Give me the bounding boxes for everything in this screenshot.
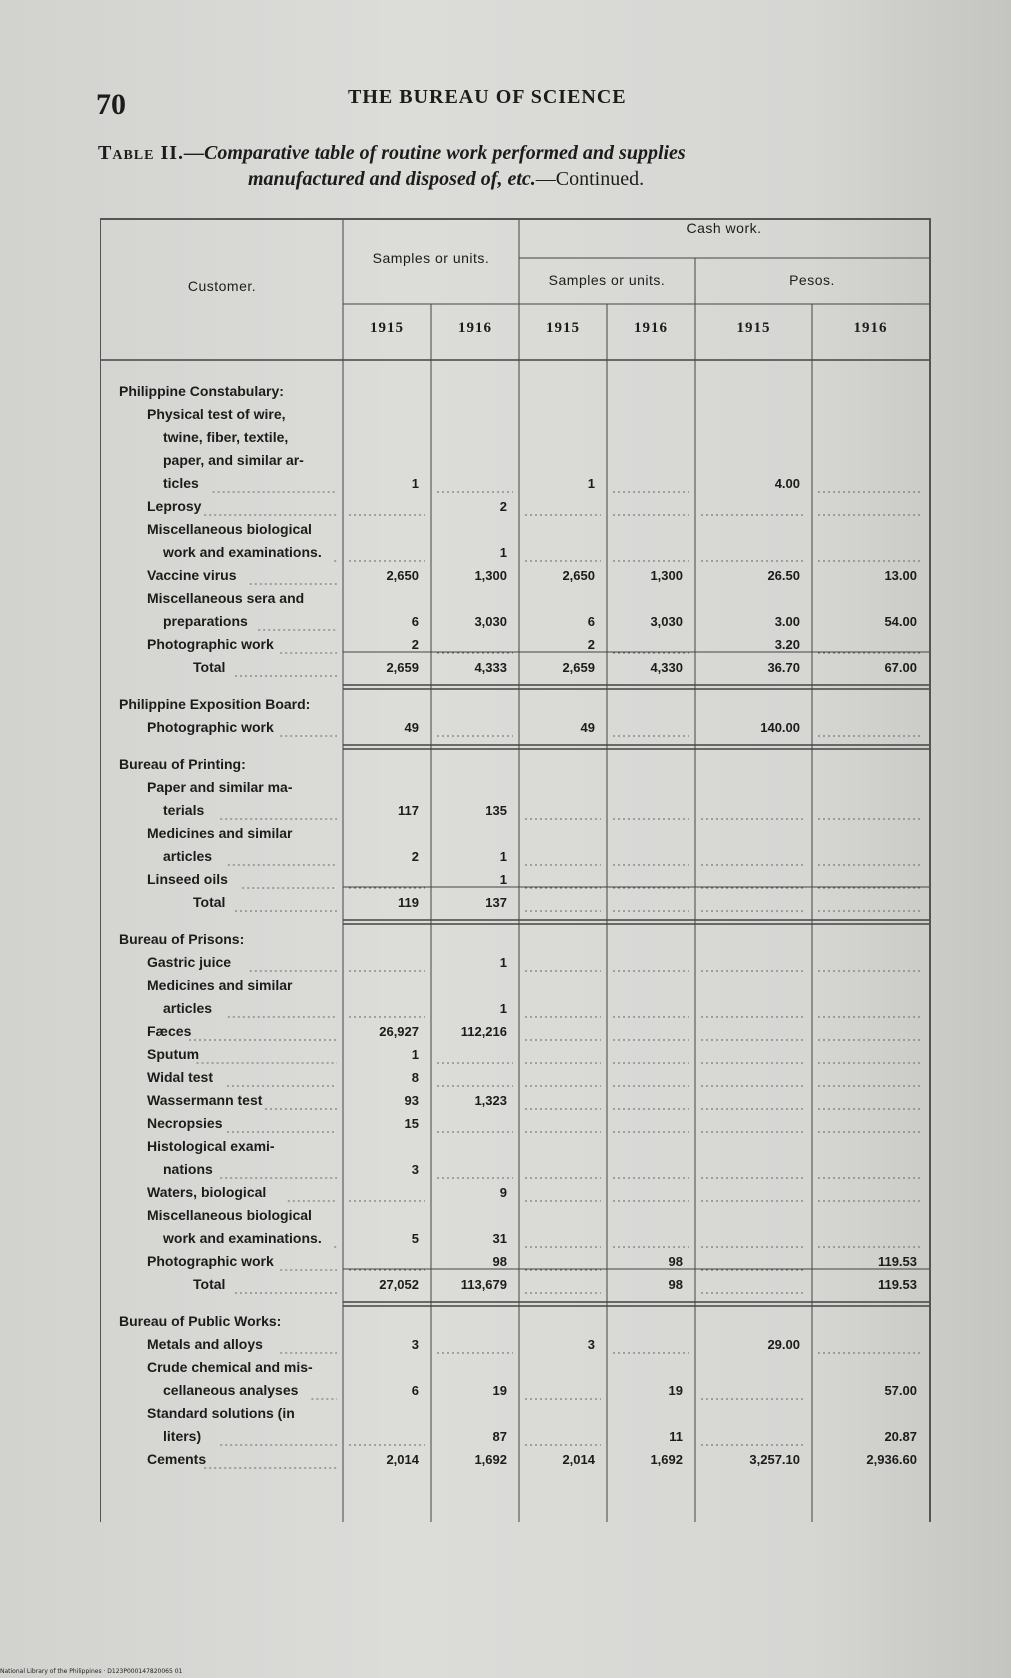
value-cell: 8 [411,1070,419,1085]
header-samples-units: Samples or units. [372,250,490,266]
value-cell: 26,927 [379,1024,419,1039]
value-cell: 36.70 [767,660,800,675]
item-label: articles [163,848,213,864]
item-label: liters) [163,1428,202,1444]
header-year-1916-pesos: 1916 [853,320,888,336]
caption-title-line-1: —Comparative table of routine work performed and supplies [184,142,686,164]
item-label: Linseed oils [147,871,228,887]
value-cell: 1,692 [474,1452,507,1467]
item-label: Photographic work [147,1253,274,1269]
header-year-1915-samples: 1915 [370,320,404,336]
total-label: Total [193,1276,226,1292]
value-cell: 1 [499,545,507,560]
value-cell: 49 [580,720,595,735]
running-head: THE BUREAU OF SCIENCE [348,86,627,108]
item-label: Miscellaneous biological [147,521,312,537]
value-cell: 1 [499,1001,507,1016]
header-customer: Customer. [187,278,257,294]
value-cell: 3.20 [774,637,800,652]
item-label: Physical test of wire, [147,406,286,422]
item-label: terials [163,802,205,818]
value-cell: 93 [404,1093,419,1108]
header-year-1916-cash-samples: 1916 [634,320,668,336]
value-cell: 9 [499,1185,507,1200]
value-cell: 57.00 [884,1383,917,1398]
item-label: Crude chemical and mis- [147,1359,313,1375]
item-label: Standard solutions (in [147,1405,295,1421]
value-cell: 19 [668,1383,683,1398]
item-label: Medicines and similar [147,825,293,841]
value-cell: 135 [485,803,507,818]
data-table [100,218,931,1522]
value-cell: 54.00 [884,614,917,629]
item-label: Necropsies [147,1115,223,1131]
value-cell: 2,659 [386,660,419,675]
value-cell: 11 [669,1429,683,1444]
section-label: Bureau of Public Works: [119,1313,282,1329]
value-cell: 31 [492,1231,507,1246]
item-label: Medicines and similar [147,977,293,993]
item-label: ticles [163,475,199,491]
footer-credit: National Library of the Philippines · D123P000147820065 01 [0,1668,183,1675]
value-cell: 1 [411,476,419,491]
value-cell: 67.00 [884,660,917,675]
item-label: Paper and similar ma- [147,779,293,795]
item-label: Wassermann test [147,1092,263,1108]
value-cell: 4,330 [650,660,683,675]
value-cell: 3 [411,1162,419,1177]
section-label: Philippine Constabulary: [119,383,284,399]
caption-title-line-2: manufactured and disposed of, etc. [248,168,536,190]
value-cell: 119 [398,895,419,910]
value-cell: 98 [492,1254,507,1269]
value-cell: 49 [404,720,419,735]
value-cell: 1 [499,955,507,970]
total-label: Total [193,659,226,675]
value-cell: 1,300 [650,568,683,583]
value-cell: 3.00 [774,614,800,629]
item-label: nations [163,1161,213,1177]
item-label: Photographic work [147,719,274,735]
header-cash-samples: Samples or units. [548,272,666,288]
header-year-1916-samples: 1916 [458,320,492,336]
item-label: cellaneous analyses [163,1382,299,1398]
value-cell: 113,679 [460,1277,507,1292]
value-cell: 3,030 [474,614,507,629]
value-cell: 26.50 [767,568,800,583]
item-label: paper, and similar ar- [163,452,304,468]
item-label: work and examinations. [163,1230,322,1246]
value-cell: 1,323 [474,1093,507,1108]
value-cell: 1 [587,476,595,491]
item-label: Metals and alloys [147,1336,263,1352]
value-cell: 87 [492,1429,507,1444]
page-number: 70 [96,88,126,121]
value-cell: 117 [398,803,419,818]
header-cash-work: Cash work. [686,220,762,236]
item-label: articles [163,1000,213,1016]
section-label: Philippine Exposition Board: [119,696,311,712]
value-cell: 2,650 [562,568,595,583]
value-cell: 98 [668,1254,683,1269]
value-cell: 4.00 [774,476,800,491]
value-cell: 3,030 [650,614,683,629]
total-label: Total [193,894,226,910]
item-label: Fæces [147,1023,192,1039]
value-cell: 6 [411,1383,419,1398]
value-cell: 6 [587,614,595,629]
value-cell: 1 [499,849,507,864]
value-cell: 2 [587,637,595,652]
item-label: Cements [147,1451,207,1467]
value-cell: 5 [411,1231,419,1246]
item-label: Photographic work [147,636,274,652]
value-cell: 98 [668,1277,683,1292]
value-cell: 2 [411,849,419,864]
item-label: Histological exami- [147,1138,275,1154]
value-cell: 3 [411,1337,419,1352]
item-label: Leprosy [147,498,202,514]
value-cell: 2,014 [386,1452,419,1467]
value-cell: 1,692 [650,1452,683,1467]
value-cell: 2 [411,637,419,652]
item-label: preparations [163,613,248,629]
value-cell: 119.53 [877,1277,917,1292]
value-cell: 27,052 [379,1277,419,1292]
value-cell: 2,650 [386,568,419,583]
value-cell: 1 [411,1047,419,1062]
caption-suffix: —Continued. [535,168,645,190]
item-label: Widal test [147,1069,213,1085]
caption-label: Table II. [98,142,185,164]
value-cell: 2 [499,499,507,514]
value-cell: 119.53 [877,1254,917,1269]
item-label: work and examinations. [163,544,322,560]
value-cell: 19 [492,1383,507,1398]
item-label: Miscellaneous sera and [147,590,305,606]
item-label: Waters, biological [147,1184,267,1200]
value-cell: 2,936.60 [866,1452,917,1467]
item-label: Gastric juice [147,954,232,970]
header-year-1915-pesos: 1915 [736,320,771,336]
value-cell: 112,216 [460,1024,507,1039]
section-label: Bureau of Printing: [119,756,246,772]
section-label: Bureau of Prisons: [119,931,245,947]
header-year-1915-cash-samples: 1915 [546,320,580,336]
value-cell: 3,257.10 [749,1452,800,1467]
table-caption [98,140,928,192]
value-cell: 140.00 [760,720,800,735]
value-cell: 6 [411,614,419,629]
item-label: Miscellaneous biological [147,1207,312,1223]
item-label: Sputum [147,1046,200,1062]
item-label: twine, fiber, textile, [163,429,289,445]
value-cell: 1 [499,872,507,887]
value-cell: 13.00 [884,568,917,583]
value-cell: 15 [404,1116,419,1131]
value-cell: 1,300 [474,568,507,583]
value-cell: 20.87 [884,1429,917,1444]
value-cell: 4,333 [474,660,507,675]
header-pesos: Pesos. [789,272,835,288]
value-cell: 3 [587,1337,595,1352]
value-cell: 2,659 [562,660,595,675]
item-label: Vaccine virus [147,567,237,583]
value-cell: 2,014 [562,1452,595,1467]
value-cell: 29.00 [767,1337,800,1352]
value-cell: 137 [485,895,507,910]
